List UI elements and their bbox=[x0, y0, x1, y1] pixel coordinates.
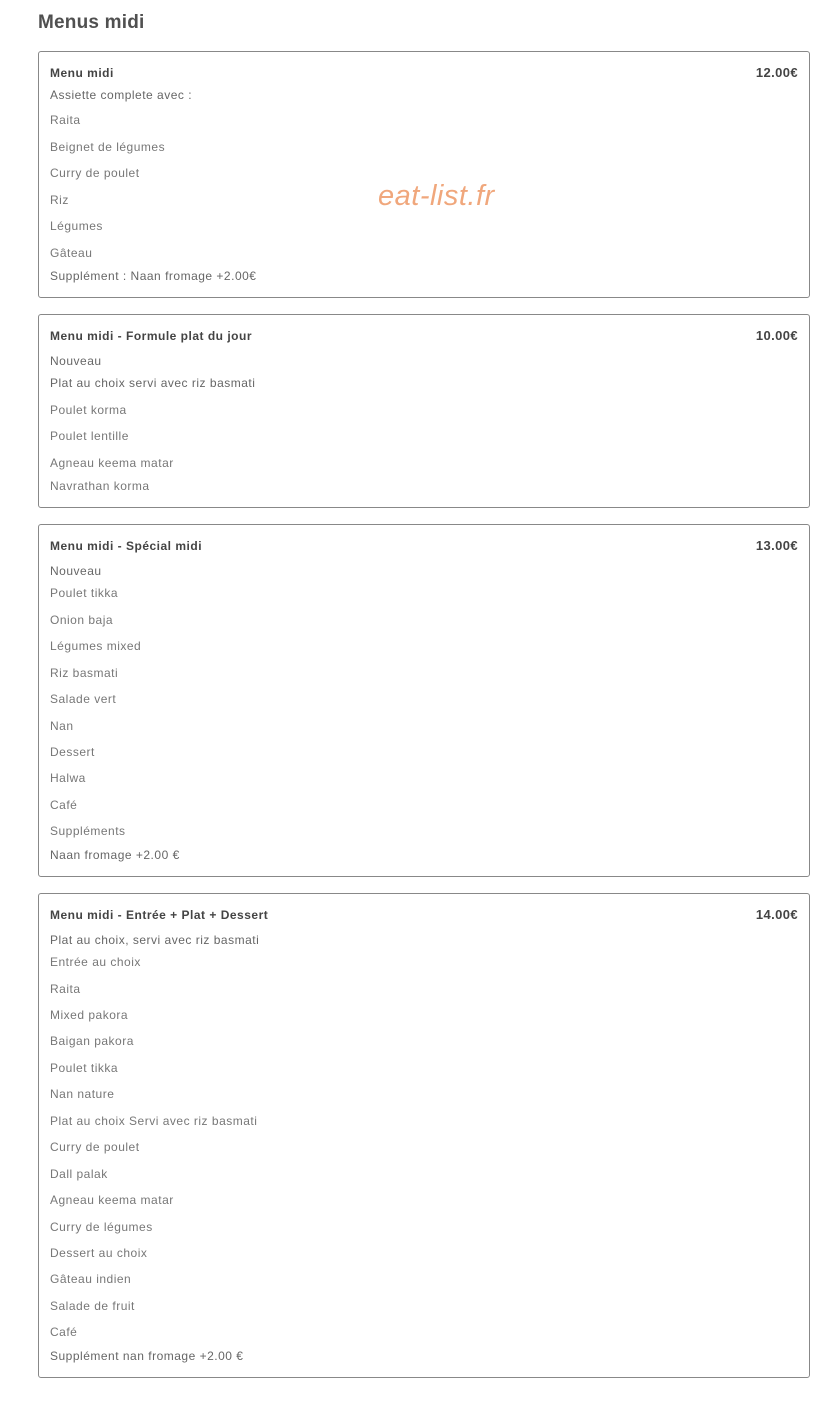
menu-item: Gâteau indien bbox=[50, 1272, 132, 1286]
menu-item: Poulet tikka bbox=[50, 586, 119, 600]
menu-item: Légumes mixed bbox=[50, 639, 142, 653]
menu-price: 13.00€ bbox=[755, 538, 798, 553]
menu-title: Menu midi - Spécial midi bbox=[50, 539, 203, 553]
menu-item: Baigan pakora bbox=[50, 1034, 134, 1048]
menu-subtitle: Assiette complete avec : bbox=[50, 88, 193, 102]
menu-item: Dall palak bbox=[50, 1167, 108, 1181]
menu-item: Curry de poulet bbox=[50, 166, 140, 180]
menu-item: Poulet lentille bbox=[50, 429, 129, 443]
menu-item: Riz basmati bbox=[50, 666, 119, 680]
menu-item: Salade de fruit bbox=[50, 1299, 135, 1313]
menu-item: Poulet korma bbox=[50, 403, 127, 417]
menu-item: Poulet tikka bbox=[50, 1061, 119, 1075]
menu-item: Mixed pakora bbox=[50, 1008, 129, 1022]
menu-item: Onion baja bbox=[50, 613, 114, 627]
menu-supplement: Supplément nan fromage +2.00 € bbox=[50, 1349, 244, 1363]
menu-subtitle: Plat au choix, servi avec riz basmati bbox=[50, 933, 260, 947]
menu-subtitle: Plat au choix servi avec riz basmati bbox=[50, 376, 256, 390]
menu-item: Agneau keema matar bbox=[50, 1193, 174, 1207]
menu-item: Raita bbox=[50, 113, 81, 127]
menu-item: Curry de légumes bbox=[50, 1220, 153, 1234]
menu-item: Navrathan korma bbox=[50, 479, 150, 493]
menu-card bbox=[38, 314, 810, 508]
menu-item: Salade vert bbox=[50, 692, 117, 706]
menu-item: Café bbox=[50, 1325, 78, 1339]
menu-item: Halwa bbox=[50, 771, 86, 785]
menu-item: Agneau keema matar bbox=[50, 456, 174, 470]
menu-item: Riz bbox=[50, 193, 69, 207]
menu-card bbox=[38, 51, 810, 298]
menu-item: Gâteau bbox=[50, 246, 93, 260]
menu-card bbox=[38, 893, 810, 1378]
menu-item: Plat au choix Servi avec riz basmati bbox=[50, 1114, 258, 1128]
menu-title: Menu midi bbox=[50, 66, 114, 80]
menu-item: Dessert au choix bbox=[50, 1246, 148, 1260]
menu-item: Entrée au choix bbox=[50, 955, 141, 969]
menu-title: Menu midi - Formule plat du jour bbox=[50, 329, 252, 343]
page-title: Menus midi bbox=[38, 12, 145, 33]
watermark-logo: eat-list.fr bbox=[378, 180, 495, 212]
menu-item: Nan bbox=[50, 719, 74, 733]
menu-item: Beignet de légumes bbox=[50, 140, 166, 154]
menu-item: Légumes bbox=[50, 219, 103, 233]
menu-subtitle: Nouveau bbox=[50, 564, 102, 578]
menu-price: 14.00€ bbox=[755, 907, 798, 922]
menu-supplement: Naan fromage +2.00 € bbox=[50, 848, 180, 862]
menu-item: Dessert bbox=[50, 745, 95, 759]
menu-price: 12.00€ bbox=[755, 65, 798, 80]
menu-supplement: Supplément : Naan fromage +2.00€ bbox=[50, 269, 257, 283]
menu-item: Curry de poulet bbox=[50, 1140, 140, 1154]
menu-item: Nan nature bbox=[50, 1087, 115, 1101]
menu-title: Menu midi - Entrée + Plat + Dessert bbox=[50, 908, 269, 922]
menu-card bbox=[38, 524, 810, 877]
menu-subtitle: Nouveau bbox=[50, 354, 102, 368]
menu-item: Suppléments bbox=[50, 824, 126, 838]
menu-item: Café bbox=[50, 798, 78, 812]
menu-item: Raita bbox=[50, 982, 81, 996]
menu-price: 10.00€ bbox=[755, 328, 798, 343]
